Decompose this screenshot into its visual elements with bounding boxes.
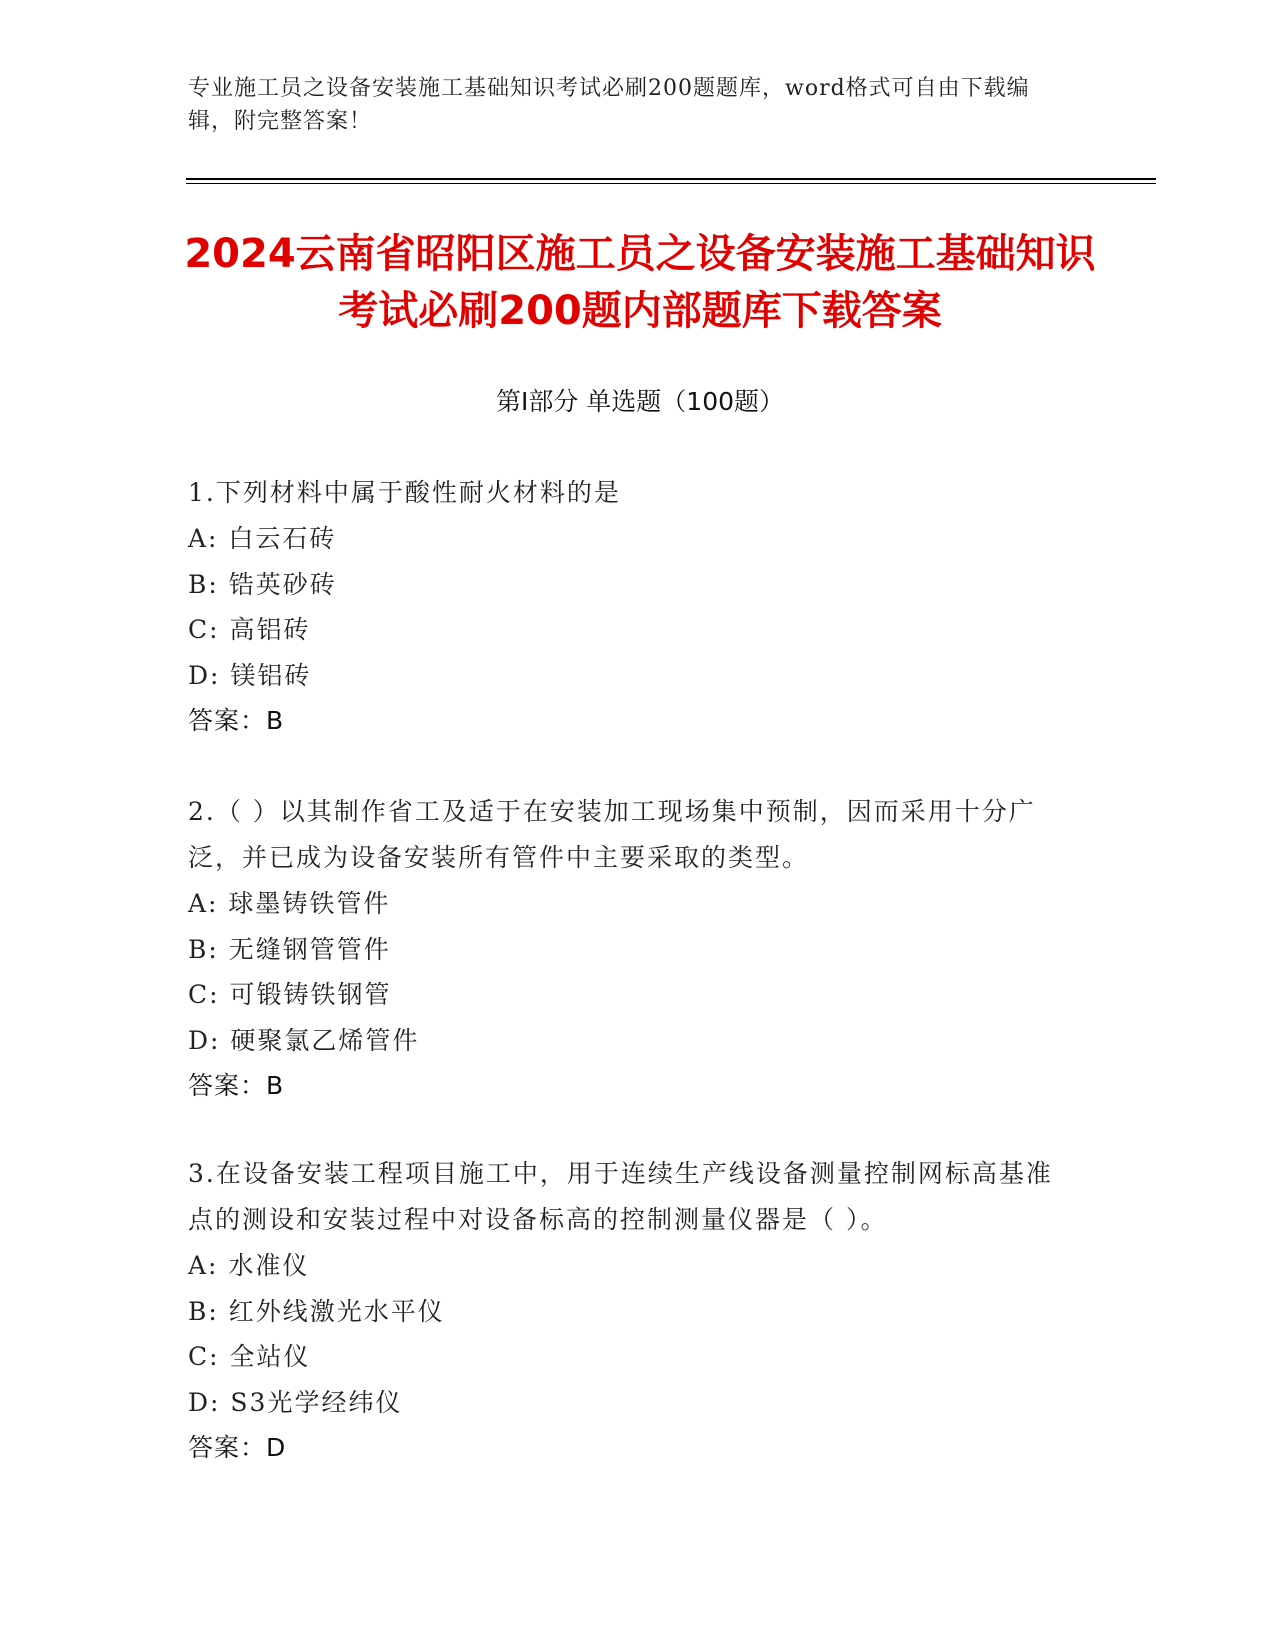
answer-line: 答案：D: [188, 1433, 287, 1462]
question-stem: 3.在设备安装工程项目施工中，用于连续生产线设备测量控制网标高基准点的测设和安装过程中对设备标高的控制测量仪器是（ ）。: [188, 1159, 1053, 1234]
question-stem: 1.下列材料中属于酸性耐火材料的是: [188, 478, 621, 507]
option-d: D: 硬聚氯乙烯管件: [188, 1025, 420, 1055]
header-divider-thick: [186, 178, 1156, 180]
option-d: D: 镁铝砖: [188, 660, 312, 690]
question-1: [188, 470, 1078, 744]
option-c: C: 高铝砖: [188, 615, 311, 644]
option-c: C: 可锻铸铁钢管: [188, 980, 392, 1009]
answer-line: 答案：B: [188, 706, 285, 735]
header-note: 专业施工员之设备安装施工基础知识考试必刷200题题库，word格式可自由下载编辑，附完整答案！: [188, 76, 1030, 134]
question-stem: 2.（ ）以其制作省工及适于在安装加工现场集中预制，因而采用十分广泛，并已成为设备安装所有管件中主要采取的类型。: [188, 797, 1036, 872]
option-c: C: 全站仪: [188, 1342, 311, 1371]
answer-line: 答案：B: [188, 1071, 285, 1100]
option-a: A: 白云石砖: [188, 524, 337, 553]
document-title: 2024云南省昭阳区施工员之设备安装施工基础知识考试必刷200题内部题库下载答案: [184, 231, 1096, 334]
question-2: [188, 789, 1078, 1109]
option-d: D: S3光学经纬仪: [188, 1387, 403, 1417]
option-b: B: 红外线激光水平仪: [188, 1296, 445, 1326]
option-b: B: 无缝钢管管件: [188, 934, 391, 964]
option-a: A: 水准仪: [188, 1251, 310, 1280]
option-a: A: 球墨铸铁管件: [188, 889, 391, 918]
header-divider-thin: [186, 183, 1156, 184]
option-b: B: 锆英砂砖: [188, 569, 337, 599]
section-heading: 第I部分 单选题（100题）: [495, 387, 785, 416]
question-3: [188, 1151, 1078, 1471]
